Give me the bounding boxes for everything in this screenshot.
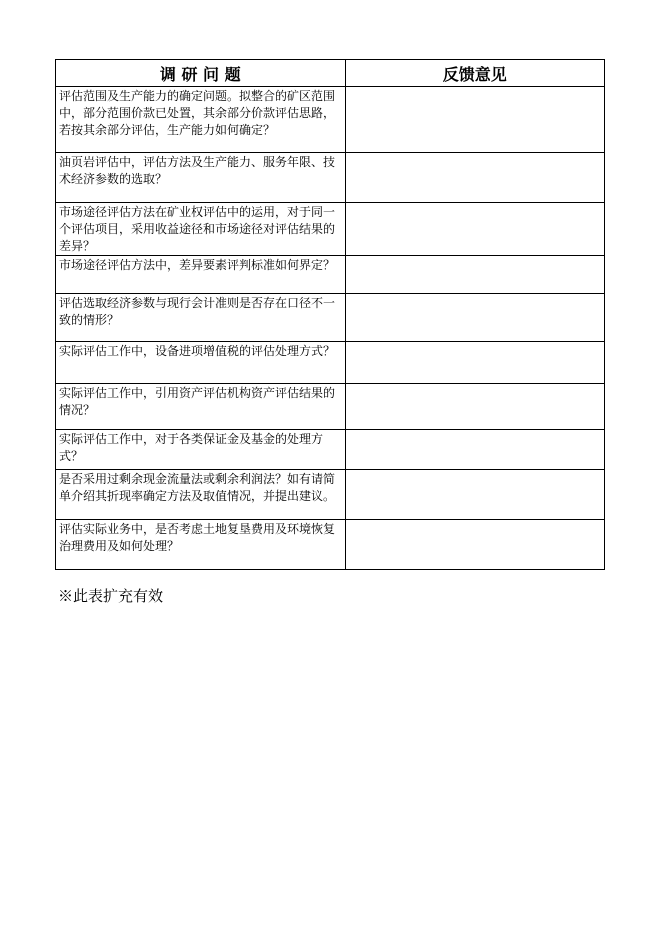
question-text: 评估实际业务中，是否考虑土地复垦费用及环境恢复治理费用及如何处理？	[59, 522, 336, 553]
question-text: 实际评估工作中，引用资产评估机构资产评估结果的情况？	[59, 386, 336, 417]
feedback-cell[interactable]	[345, 520, 604, 570]
feedback-cell[interactable]	[345, 342, 604, 384]
question-text: 评估选取经济参数与现行会计准则是否存在口径不一致的情形？	[59, 296, 336, 327]
feedback-cell[interactable]	[345, 430, 604, 470]
table-row	[56, 520, 605, 570]
table-row	[56, 384, 605, 430]
table-row	[56, 153, 605, 203]
feedback-cell[interactable]	[345, 203, 604, 256]
question-text: 评估范围及生产能力的确定问题。拟整合的矿区范围中，部分范围价款已处置，其余部分价款评估思路，若按其余部分评估，生产能力如何确定？	[59, 89, 336, 137]
table-row	[56, 342, 605, 384]
table-note: ※此表扩充有效	[58, 587, 164, 605]
table-row	[56, 87, 605, 153]
feedback-cell[interactable]	[345, 384, 604, 430]
feedback-cell[interactable]	[345, 87, 604, 153]
header-question: 调 研 问 题	[56, 60, 346, 87]
table-header-row	[56, 60, 605, 87]
question-cell	[56, 384, 346, 430]
question-text: 市场途径评估方法中，差异要素评判标准如何界定？	[59, 258, 336, 272]
feedback-cell[interactable]	[345, 153, 604, 203]
table-row	[56, 203, 605, 256]
question-cell	[56, 294, 346, 342]
question-text: 是否采用过剩余现金流量法或剩余利润法？如有请简单介绍其折现率确定方法及取值情况，并提出建议。	[59, 472, 336, 503]
header-feedback: 反馈意见	[345, 60, 604, 87]
question-cell	[56, 520, 346, 570]
survey-table	[55, 59, 605, 570]
question-text: 油页岩评估中，评估方法及生产能力、服务年限、技术经济参数的选取？	[59, 155, 336, 186]
table-row	[56, 256, 605, 294]
feedback-cell[interactable]	[345, 256, 604, 294]
question-cell	[56, 256, 346, 294]
question-cell	[56, 87, 346, 153]
question-cell	[56, 342, 346, 384]
question-cell	[56, 430, 346, 470]
feedback-cell[interactable]	[345, 294, 604, 342]
table-row	[56, 470, 605, 520]
table-row	[56, 430, 605, 470]
question-text: 实际评估工作中，设备进项增值税的评估处理方式？	[59, 344, 336, 358]
feedback-cell[interactable]	[345, 470, 604, 520]
table-row	[56, 294, 605, 342]
question-cell	[56, 203, 346, 256]
question-text: 实际评估工作中，对于各类保证金及基金的处理方式？	[59, 432, 324, 463]
question-cell	[56, 470, 346, 520]
question-text: 市场途径评估方法在矿业权评估中的运用，对于同一个评估项目，采用收益途径和市场途径对评估结果的差异？	[59, 205, 336, 253]
question-cell	[56, 153, 346, 203]
